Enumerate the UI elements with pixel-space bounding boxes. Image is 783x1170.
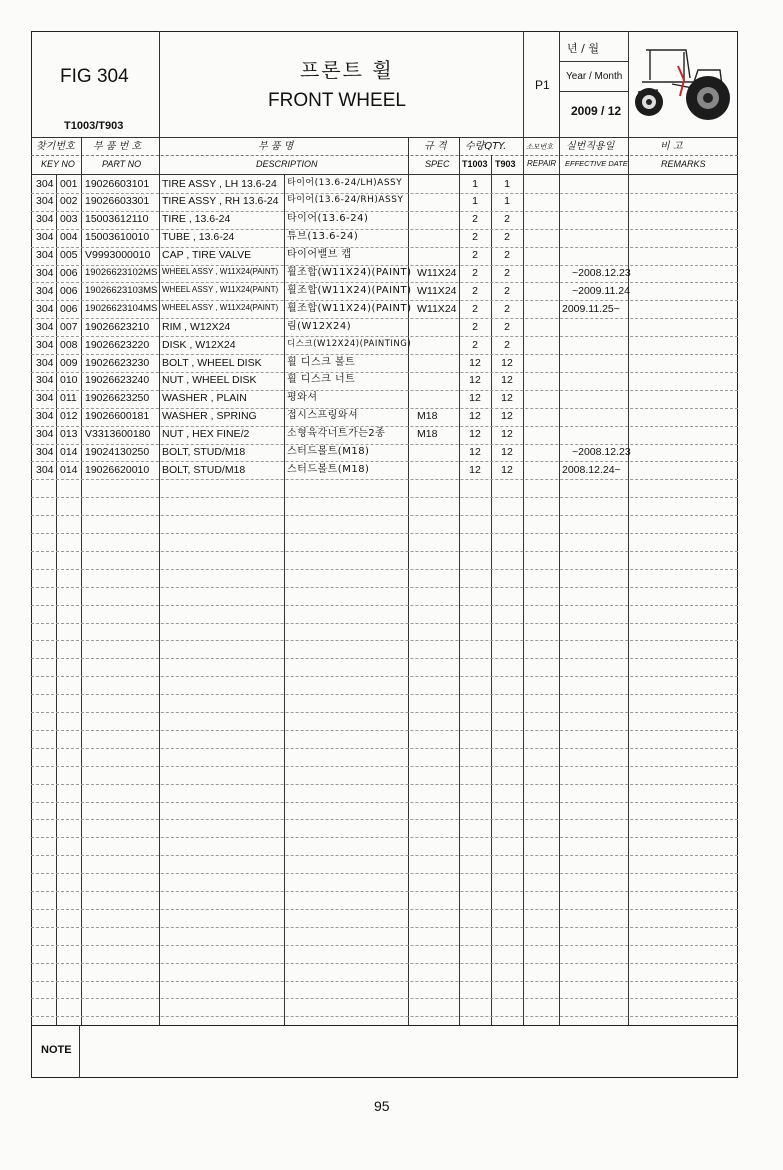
cell-fig: 304 <box>36 338 54 351</box>
cell-desc-kr: 휠 디스크 너트 <box>287 374 356 386</box>
col-remarks: REMARKS <box>661 159 706 169</box>
cell-key: 006 <box>60 267 78 279</box>
note-divider <box>79 1025 80 1078</box>
cell-part: 19026600181 <box>85 410 150 423</box>
cell-key: 014 <box>60 446 78 458</box>
cell-eff: 2009.11.25~ <box>562 302 620 315</box>
row-rule <box>31 390 738 391</box>
row-rule <box>31 730 738 731</box>
col-desc-kr: 부 품 명 <box>258 141 294 152</box>
cell-key: 003 <box>60 213 78 226</box>
figure-number: FIG 304 <box>60 66 129 87</box>
row-rule <box>31 426 738 427</box>
cell-fig: 304 <box>36 284 54 297</box>
cell-desc-kr: 디스크(W12X24)(PAINTING) <box>287 338 412 349</box>
cell-t1003: 1 <box>472 177 478 190</box>
cell-t903: 12 <box>501 356 513 369</box>
cell-spec: W11X24 <box>417 267 457 279</box>
cell-key: 005 <box>60 249 78 262</box>
cell-t903: 2 <box>504 267 510 279</box>
header-divider-page <box>559 31 560 137</box>
cell-t903: 12 <box>501 410 513 423</box>
row-rule <box>31 336 738 337</box>
cell-eff: 2008.12.24~ <box>562 463 621 476</box>
cell-t903: 12 <box>501 428 513 441</box>
col-key: KEY NO <box>41 159 75 169</box>
cell-desc-en: DISK , W12X24 <box>162 338 236 351</box>
cell-part: 19026623240 <box>85 374 150 387</box>
model-name: T1003/T903 <box>64 120 124 132</box>
cell-fig: 304 <box>36 213 54 226</box>
cell-t903: 2 <box>504 320 510 333</box>
cell-desc-kr: 휠조합(W11X24)(PAINT) <box>287 267 412 278</box>
cell-part: 19026623103MS <box>85 284 158 296</box>
cell-desc-kr: 타이어밸브 캡 <box>287 249 352 261</box>
cell-part: 19026620010 <box>85 463 150 476</box>
cell-desc-en: WHEEL ASSY , W11X24(PAINT) <box>162 302 279 312</box>
cell-t903: 12 <box>501 374 513 387</box>
cell-t1003: 12 <box>469 428 481 441</box>
cell-part: 15003612110 <box>85 213 149 226</box>
cell-part: 19026623104MS <box>85 302 158 314</box>
cell-t1003: 2 <box>472 267 478 279</box>
cell-part: 19026603101 <box>85 177 150 190</box>
cell-part: 15003610010 <box>85 231 150 244</box>
header-divider-title <box>523 31 524 137</box>
row-rule <box>31 497 738 498</box>
cell-desc-en: BOLT, STUD/M18 <box>162 463 246 476</box>
cell-desc-kr: 접시스프링와셔 <box>287 410 359 422</box>
row-rule <box>31 694 738 695</box>
row-rule <box>31 300 738 301</box>
cell-key: 007 <box>60 320 78 333</box>
cell-desc-kr: 튜브(13.6-24) <box>287 231 359 243</box>
cell-fig: 304 <box>36 231 54 244</box>
cell-t1003: 2 <box>472 231 478 244</box>
cell-fig: 304 <box>36 302 54 315</box>
cell-key: 008 <box>60 338 78 351</box>
cell-key: 014 <box>60 463 78 476</box>
cell-t903: 2 <box>504 338 510 351</box>
cell-t1003: 12 <box>469 410 481 423</box>
row-rule <box>31 640 738 641</box>
cell-desc-kr: 타이어(13.6-24/LH)ASSY <box>287 177 403 188</box>
row-rule <box>31 533 738 534</box>
col-key-kr: 찾기번호 <box>36 141 75 152</box>
cell-t903: 12 <box>501 463 513 476</box>
col-desc: DESCRIPTION <box>256 159 318 169</box>
ym-rule-1 <box>559 61 628 62</box>
cell-desc-en: CAP , TIRE VALVE <box>162 249 252 262</box>
cell-fig: 304 <box>36 320 54 333</box>
row-rule <box>31 927 738 928</box>
page-title: FRONT WHEEL <box>268 90 406 111</box>
cell-fig: 304 <box>36 410 54 423</box>
row-rule <box>31 461 738 462</box>
cell-desc-en: NUT , WHEEL DISK <box>162 374 257 387</box>
cell-part: 19026623102MS <box>85 267 158 278</box>
cell-part: V3313600180 <box>85 428 151 441</box>
row-rule <box>31 193 738 194</box>
row-rule <box>31 265 738 266</box>
row-rule <box>31 1016 738 1017</box>
cell-desc-kr: 평와셔 <box>287 392 318 404</box>
cell-t1003: 2 <box>472 249 478 262</box>
cell-part: 19026603301 <box>85 195 150 208</box>
cell-t1003: 2 <box>472 284 478 297</box>
cell-t1003: 12 <box>469 392 481 405</box>
row-rule <box>31 658 738 659</box>
row-rule <box>31 229 738 230</box>
cell-desc-kr: 휠조합(W11X24)(PAINT) <box>287 302 412 314</box>
cell-desc-en: NUT , HEX FINE/2 <box>162 428 250 441</box>
cell-fig: 304 <box>36 446 54 458</box>
row-rule <box>31 891 738 892</box>
divider-desc-split <box>284 174 285 1025</box>
cell-desc-en: BOLT , WHEEL DISK <box>162 356 262 369</box>
cell-key: 002 <box>60 195 78 208</box>
cell-part: V9993000010 <box>85 249 151 262</box>
row-rule <box>31 963 738 964</box>
ym-rule-2 <box>559 91 628 92</box>
cell-fig: 304 <box>36 374 54 387</box>
row-rule <box>31 623 738 624</box>
header-bottom-rule <box>31 137 738 138</box>
cell-desc-en: WHEEL ASSY , W11X24(PAINT) <box>162 284 279 294</box>
cell-desc-kr: 림(W12X24) <box>287 320 352 332</box>
note-top-rule <box>31 1025 738 1026</box>
cell-fig: 304 <box>36 249 54 262</box>
header-divider-date <box>628 31 629 137</box>
col-part: PART NO <box>102 159 142 169</box>
cell-t903: 1 <box>504 177 510 190</box>
col-spec: SPEC <box>425 159 450 169</box>
cell-desc-kr: 스터드볼트(M18) <box>287 446 370 457</box>
cell-fig: 304 <box>36 392 54 405</box>
row-rule <box>31 515 738 516</box>
col-qty: 수량QTY. <box>465 141 507 152</box>
cell-spec: M18 <box>417 410 438 423</box>
cell-t1003: 2 <box>472 320 478 333</box>
cell-desc-kr: 휠조합(W11X24)(PAINT) <box>287 284 412 296</box>
cell-t1003: 2 <box>472 302 478 315</box>
cell-fig: 304 <box>36 428 54 441</box>
row-rule <box>31 855 738 856</box>
cell-eff: ~2009.11.24 <box>572 284 630 297</box>
cell-fig: 304 <box>36 195 54 208</box>
cell-desc-kr: 타이어(13.6-24) <box>287 213 369 225</box>
cell-spec: M18 <box>417 428 438 441</box>
cell-key: 012 <box>60 410 78 423</box>
cell-key: 004 <box>60 231 78 244</box>
row-rule <box>31 282 738 283</box>
cell-part: 19026623210 <box>85 320 150 333</box>
cell-t1003: 1 <box>472 195 478 208</box>
column-header-mid-rule <box>31 155 738 156</box>
cell-t903: 2 <box>504 302 510 315</box>
row-rule <box>31 819 738 820</box>
cell-desc-en: BOLT, STUD/M18 <box>162 446 246 458</box>
row-rule <box>31 909 738 910</box>
row-rule <box>31 372 738 373</box>
col-remarks-kr: 비 고 <box>660 141 683 152</box>
page-code: P1 <box>535 78 550 92</box>
column-header-bottom-rule <box>31 174 738 175</box>
col-qty-t903: T903 <box>495 159 516 169</box>
col-effective-kr: 실번직용일 <box>566 141 615 152</box>
page-title-korean: 프론트 휠 <box>300 58 394 82</box>
cell-spec: W11X24 <box>417 284 457 297</box>
row-rule <box>31 837 738 838</box>
header-divider-fig <box>159 31 160 137</box>
col-repair-kr: 소모번호 <box>526 143 554 151</box>
cell-part: 19026623250 <box>85 392 150 405</box>
cell-t903: 2 <box>504 284 510 297</box>
cell-desc-en: TIRE , 13.6-24 <box>162 213 231 226</box>
row-rule <box>31 802 738 803</box>
cell-part: 19026623230 <box>85 356 150 369</box>
row-rule <box>31 766 738 767</box>
cell-t1003: 12 <box>469 446 481 458</box>
divider-qty-split <box>491 155 492 1025</box>
row-rule <box>31 479 738 480</box>
cell-t903: 2 <box>504 213 510 226</box>
col-qty-t1003: T1003 <box>462 159 488 169</box>
cell-fig: 304 <box>36 267 54 279</box>
cell-spec: W11X24 <box>417 302 457 315</box>
cell-key: 009 <box>60 356 78 369</box>
note-label: NOTE <box>41 1044 72 1056</box>
cell-key: 013 <box>60 428 78 441</box>
row-rule <box>31 712 738 713</box>
cell-t1003: 12 <box>469 374 481 387</box>
cell-desc-kr: 타이어(13.6-24/RH)ASSY <box>287 195 404 206</box>
cell-desc-en: WASHER , PLAIN <box>162 392 247 405</box>
cell-eff: ~2008.12.23 <box>572 267 631 279</box>
cell-t1003: 2 <box>472 213 478 226</box>
cell-t903: 2 <box>504 249 510 262</box>
cell-desc-en: TIRE ASSY , RH 13.6-24 <box>162 195 279 208</box>
row-rule <box>31 981 738 982</box>
cell-part: 19026623220 <box>85 338 150 351</box>
row-rule <box>31 408 738 409</box>
col-effective: EFFECTIVE DATE <box>565 159 628 168</box>
cell-t1003: 12 <box>469 356 481 369</box>
row-rule <box>31 748 738 749</box>
year-month-value: 2009 / 12 <box>571 104 622 118</box>
cell-t1003: 2 <box>472 338 478 351</box>
cell-desc-en: TIRE ASSY , LH 13.6-24 <box>162 177 277 190</box>
cell-key: 006 <box>60 284 78 297</box>
cell-key: 010 <box>60 374 78 387</box>
cell-desc-en: TUBE , 13.6-24 <box>162 231 235 244</box>
cell-t903: 2 <box>504 231 510 244</box>
cell-part: 19024130250 <box>85 446 150 458</box>
cell-key: 006 <box>60 302 78 315</box>
page-number: 95 <box>374 1098 390 1114</box>
cell-desc-kr: 소형육각너트가는2종 <box>287 428 386 440</box>
row-rule <box>31 676 738 677</box>
tractor-illustration <box>632 40 734 130</box>
col-repair: REPAIR <box>527 159 557 168</box>
cell-t903: 1 <box>504 195 510 208</box>
cell-desc-en: WASHER , SPRING <box>162 410 257 423</box>
col-spec-kr: 규 격 <box>424 141 447 152</box>
cell-t903: 12 <box>501 392 513 405</box>
row-rule <box>31 784 738 785</box>
cell-desc-kr: 휠 디스크 볼트 <box>287 356 356 368</box>
row-rule <box>31 211 738 212</box>
cell-fig: 304 <box>36 356 54 369</box>
year-month-label-korean: 년 / 월 <box>567 42 599 55</box>
row-rule <box>31 605 738 606</box>
divider-key-split <box>56 174 57 1025</box>
row-rule <box>31 569 738 570</box>
row-rule <box>31 873 738 874</box>
cell-t1003: 12 <box>469 463 481 476</box>
row-rule <box>31 444 738 445</box>
row-rule <box>31 587 738 588</box>
cell-desc-en: RIM , W12X24 <box>162 320 231 333</box>
row-rule <box>31 998 738 999</box>
row-rule <box>31 551 738 552</box>
cell-eff: ~2008.12.23 <box>572 446 631 458</box>
year-month-label: Year / Month <box>566 71 623 82</box>
row-rule <box>31 318 738 319</box>
cell-fig: 304 <box>36 463 54 476</box>
col-part-kr: 부 품 번 호 <box>93 141 142 152</box>
cell-key: 001 <box>60 177 78 190</box>
cell-key: 011 <box>60 392 77 405</box>
cell-desc-en: WHEEL ASSY , W11X24(PAINT) <box>162 267 279 276</box>
cell-fig: 304 <box>36 177 54 190</box>
cell-t903: 12 <box>501 446 513 458</box>
row-rule <box>31 247 738 248</box>
row-rule <box>31 354 738 355</box>
cell-desc-kr: 스터드볼트(M18) <box>287 463 370 475</box>
row-rule <box>31 945 738 946</box>
